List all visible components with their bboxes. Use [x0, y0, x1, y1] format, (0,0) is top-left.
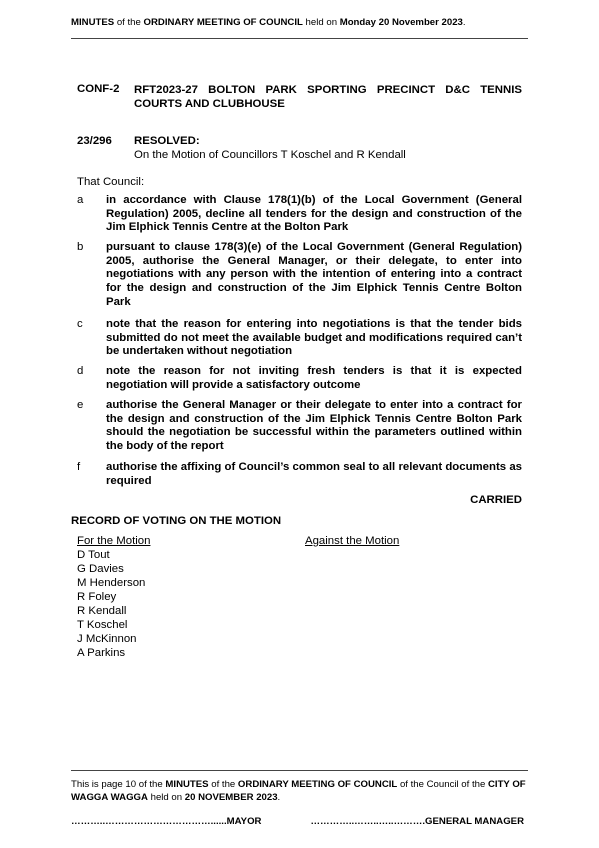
that-council: That Council: — [77, 176, 145, 188]
for-motion-heading: For the Motion — [77, 535, 151, 547]
header-of: of the — [114, 17, 144, 28]
item-text: note that the reason for entering into negotiations is that the tender bids submitted do not meet the available budget and modifications required can’t be undertaken without negotiation — [106, 318, 522, 358]
against-motion-heading: Against the Motion — [305, 535, 400, 547]
header-date: Monday 20 November 2023 — [339, 17, 463, 28]
voting-record-title: RECORD OF VOTING ON THE MOTION — [71, 515, 282, 527]
item-text: note the reason for not inviting fresh tenders is that it is expected negotiation will provide a satisfactory outcome — [106, 365, 522, 391]
voter-name: R Foley — [77, 591, 117, 603]
item-letter: f — [77, 461, 81, 473]
footer-heldon: held on — [147, 792, 185, 803]
resolution-label: RESOLVED: — [134, 135, 200, 147]
footer-period: . — [277, 792, 281, 803]
voter-name: A Parkins — [77, 647, 126, 659]
voter-name: G Davies — [77, 563, 124, 575]
footer-page: This is page 10 of the — [71, 779, 166, 790]
footer-divider — [71, 770, 528, 771]
gm-signature-line: …………..……..…..……….GENERAL MANAGER — [310, 816, 524, 827]
resolution-number: 23/296 — [77, 135, 112, 147]
resolution-motion: On the Motion of Councillors T Koschel and R Kendall — [134, 149, 406, 161]
voter-name: J McKinnon — [77, 633, 137, 645]
mayor-signature-line: ………..……………………………......MAYOR — [71, 816, 262, 827]
item-letter: e — [77, 399, 84, 411]
item-text: pursuant to clause 178(3)(e) of the Local Government (General Regulation) 2005, authorise the General Manager, or their delegate, to enter into negotiations with any person with the intention of entering into a contract for the design and construction of the Jim Elphick Tennis Centre Bolton Park — [106, 241, 522, 308]
item-text: authorise the affixing of Council’s common seal to all relevant documents as required — [106, 461, 522, 487]
voter-name: D Tout — [77, 549, 110, 561]
footer-council: of the Council of the — [397, 779, 488, 790]
item-code: CONF-2 — [77, 83, 120, 95]
page-header — [71, 17, 466, 28]
page-footer — [71, 778, 531, 804]
item-title: RFT2023-27 BOLTON PARK SPORTING PRECINCT D&C TENNIS COURTS AND CLUBHOUSE — [134, 84, 522, 110]
header-period: . — [462, 17, 466, 28]
footer-date: 20 NOVEMBER 2023 — [184, 792, 278, 803]
carried-label: CARRIED — [470, 494, 522, 506]
footer-city: CITY OF WAGGA WAGGA — [71, 779, 526, 803]
item-letter: a — [77, 194, 84, 206]
header-minutes: MINUTES — [71, 17, 115, 28]
voter-name: T Koschel — [77, 619, 128, 631]
footer-meeting: ORDINARY MEETING OF COUNCIL — [237, 779, 398, 790]
header-heldon: held on — [302, 17, 340, 28]
voter-name: M Henderson — [77, 577, 146, 589]
footer-of: of the — [208, 779, 238, 790]
item-text: authorise the General Manager or their delegate to enter into a contract for the design and construction of the Jim Elphick Tennis Centre Bolton Park should the negotiation be successful within the parameters outlined within the body of the report — [106, 399, 522, 453]
voter-name: R Kendall — [77, 605, 127, 617]
header-divider — [71, 38, 528, 39]
item-text: in accordance with Clause 178(1)(b) of the Local Government (General Regulation) 2005, decline all tenders for the design and construction of the Jim Elphick Tennis Centre at the Bolton Park — [106, 194, 522, 234]
item-letter: c — [77, 318, 83, 330]
item-letter: b — [77, 241, 84, 253]
item-letter: d — [77, 365, 84, 377]
header-meeting: ORDINARY MEETING OF COUNCIL — [143, 17, 303, 28]
footer-minutes: MINUTES — [165, 779, 209, 790]
